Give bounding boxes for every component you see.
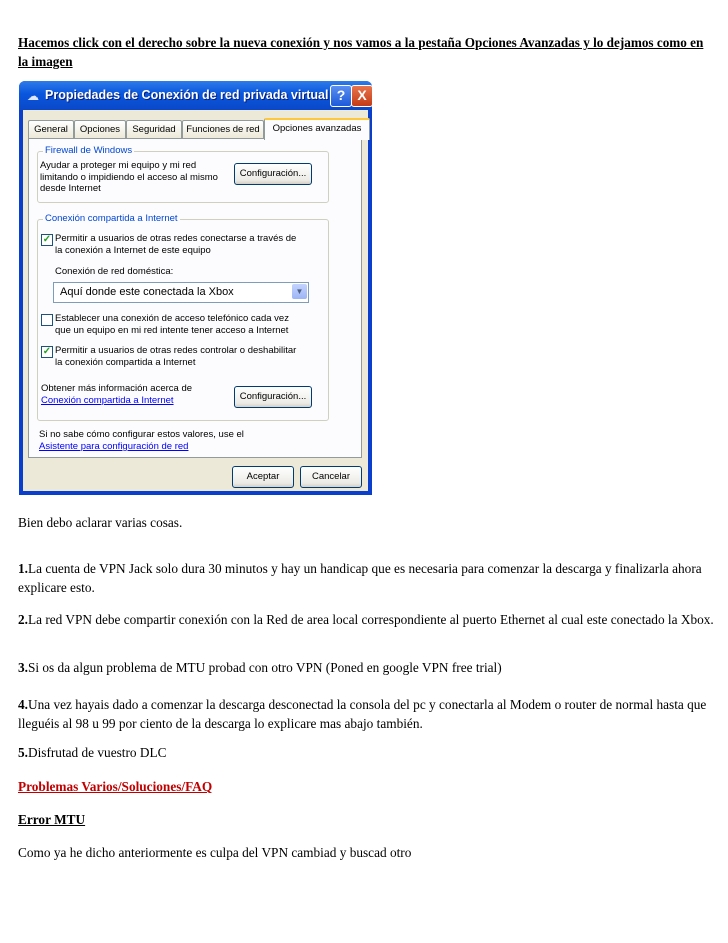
more-info-text: Obtener más información acerca de [41, 383, 193, 394]
tab-seguridad[interactable]: Seguridad [126, 120, 182, 138]
item-number: 2. [18, 612, 28, 627]
ok-button[interactable]: Aceptar [232, 466, 294, 488]
allow-share-label[interactable]: Permitir a usuarios de otras redes conectarse a través de la conexión a Internet de este equipo [55, 233, 297, 256]
tab-funciones-red[interactable]: Funciones de red [182, 120, 264, 138]
ics-config-button[interactable]: Configuración... [234, 386, 312, 408]
allow-control-label[interactable]: Permitir a usuarios de otras redes controlar o deshabilitar la conexión compartida a Internet [55, 345, 297, 368]
mtu-text: Como ya he dicho anteriormente es culpa del VPN cambiad y buscad otro [18, 845, 412, 860]
item-number: 5. [18, 745, 28, 760]
firewall-config-button[interactable]: Configuración... [234, 163, 312, 185]
ics-help-link[interactable]: Conexión compartida a Internet [41, 395, 174, 406]
properties-dialog [19, 81, 372, 495]
dialog-title: Propiedades de Conexión de red privada virtual [45, 88, 329, 102]
ics-group [37, 213, 329, 421]
allow-control-checkbox[interactable] [41, 346, 53, 358]
bottom-text: Si no sabe cómo configurar estos valores, use el [39, 429, 244, 440]
list-item [18, 743, 714, 762]
item-text: Una vez hayais dado a comenzar la descarga desconectad la consola del pc y conectarla al Modem o router de normal hasta que lleguéis al 98 u 99 por ciento de la descarga lo explicare mas abajo también. [18, 697, 707, 731]
help-button[interactable]: ? [330, 85, 352, 107]
network-wizard-link[interactable]: Asistente para configuración de red [39, 441, 189, 452]
home-network-value: Aquí donde este conectada la Xbox [60, 286, 234, 298]
network-icon: ☁ [27, 89, 39, 103]
list-item [18, 658, 714, 677]
ics-group-label: Conexión compartida a Internet [45, 213, 178, 224]
firewall-group [37, 145, 329, 203]
firewall-description: Ayudar a proteger mi equipo y mi red limitando o impidiendo el acceso al mismo desde Internet [40, 160, 218, 194]
item-number: 4. [18, 697, 28, 712]
check-icon: ✓ [42, 234, 52, 245]
mtu-heading-text: Error MTU [18, 812, 86, 827]
item-number: 3. [18, 660, 28, 675]
tab-panel [28, 138, 362, 458]
item-text: Disfrutad de vuestro DLC [27, 745, 167, 760]
paragraph-intro: Bien debo aclarar varias cosas. [18, 515, 183, 530]
item-text: La cuenta de VPN Jack solo dura 30 minutos y hay un handicap que es necesaria para comenzar la descarga y finalizarla ahora explicare esto. [18, 561, 702, 595]
faq-heading-text: Problemas Varios/Soluciones/FAQ [18, 779, 213, 794]
home-network-select[interactable] [53, 282, 309, 303]
mtu-heading [18, 810, 714, 829]
cancel-button[interactable]: Cancelar [300, 466, 362, 488]
dialog-client [23, 110, 368, 491]
home-network-label: Conexión de red doméstica: [55, 266, 174, 277]
dialup-label[interactable]: Establecer una conexión de acceso telefónico cada vez que un equipo en mi red intente tener acceso a Internet [55, 313, 289, 336]
item-text: Si os da algun problema de MTU probad con otro VPN (Poned en google VPN free trial) [27, 660, 502, 675]
dialog-titlebar[interactable] [19, 81, 372, 110]
check-icon: ✓ [42, 346, 52, 357]
firewall-group-label: Firewall de Windows [45, 145, 133, 156]
faq-heading [18, 777, 714, 796]
allow-share-checkbox[interactable] [41, 234, 53, 246]
intro-text: Hacemos click con el derecho sobre la nueva conexión y nos vamos a la pestaña Opciones Avanzadas y lo dejamos como en la imagen [18, 35, 704, 69]
list-item [18, 695, 714, 733]
close-button[interactable]: X [351, 85, 373, 107]
list-item [18, 610, 714, 629]
tab-general[interactable]: General [28, 120, 74, 138]
item-text: La red VPN debe compartir conexión con la Red de area local correspondiente al puerto Ethernet al cual este conectado la Xbox. [27, 612, 714, 627]
tab-opciones[interactable]: Opciones [74, 120, 126, 138]
chevron-down-icon[interactable]: ▼ [292, 284, 307, 299]
dialup-checkbox[interactable] [41, 314, 53, 326]
tab-opciones-avanzadas[interactable]: Opciones avanzadas [264, 118, 370, 140]
item-number: 1. [18, 561, 28, 576]
list-item [18, 559, 714, 597]
